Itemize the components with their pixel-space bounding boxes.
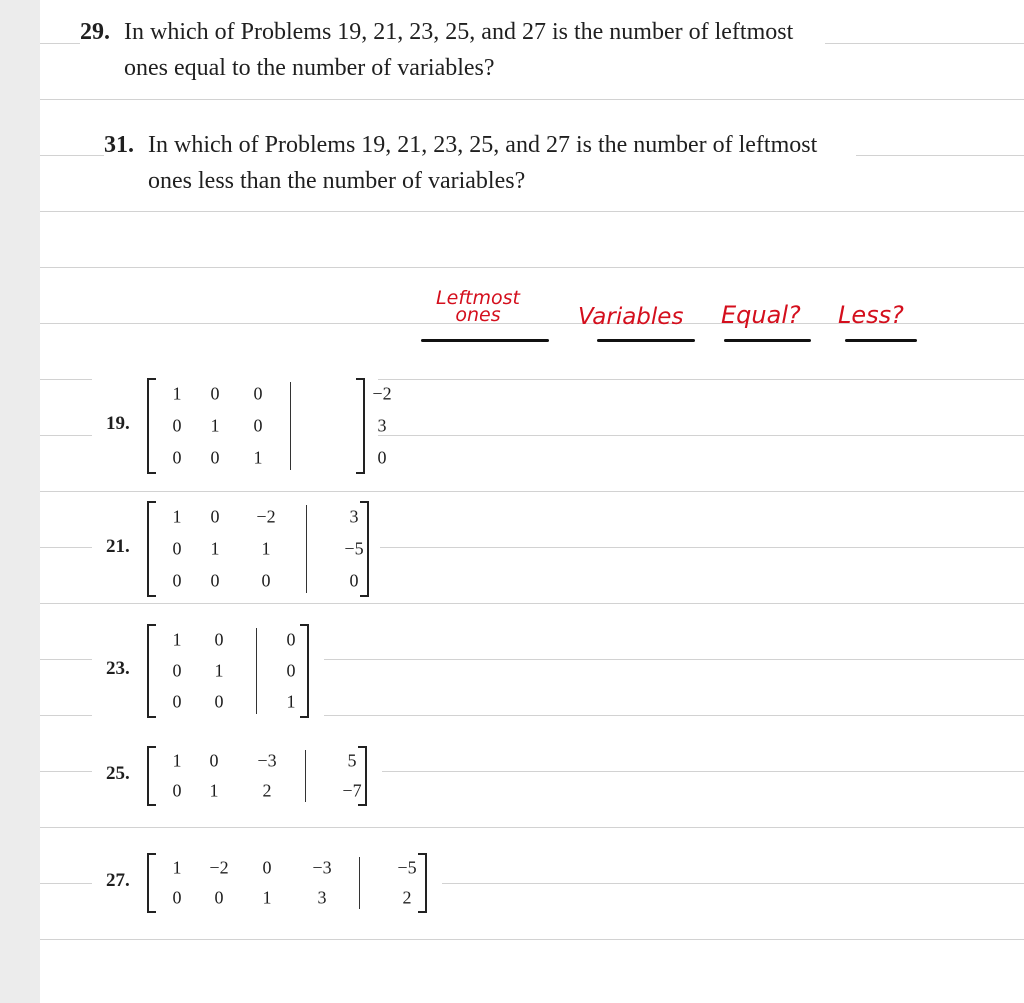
matrix-cell: 0 [209,750,219,771]
matrix-problem-21 [92,495,380,603]
matrix-cell: 0 [172,691,182,712]
matrix-cell: 1 [172,383,182,404]
matrix-cell: 1 [261,538,271,559]
matrix-cell: −3 [257,750,277,771]
matrix-cell: 0 [210,383,220,404]
matrix-problem-number: 27. [106,870,130,891]
right-bracket [356,378,365,474]
header-leftmost-ones [412,287,544,326]
problem-number: 31. [104,132,134,158]
matrix-cell: 1 [210,538,220,559]
matrix-problem-number: 23. [106,658,130,679]
underline-less [845,339,917,342]
augmented-matrix [147,853,427,913]
matrix-cell: 0 [172,570,182,591]
problem-31 [104,127,856,199]
augmented-cell: 0 [286,629,296,650]
augmented-cell: −5 [344,538,364,559]
augmented-cell: 2 [402,887,412,908]
augment-divider [290,382,291,470]
matrix-cell: 1 [253,447,263,468]
underline-variables [597,339,695,342]
left-bracket [147,853,156,913]
matrix-problem-23 [92,618,324,724]
matrix-cell: 0 [253,415,263,436]
matrix-problem-25 [92,740,382,812]
matrix-cell: 1 [172,750,182,771]
matrix-cell: 0 [210,447,220,468]
augmented-cell: 5 [347,750,357,771]
matrix-cell: 1 [214,660,224,681]
underline-equal [724,339,811,342]
matrix-cell: 3 [317,887,327,908]
augmented-cell: 3 [377,415,387,436]
matrix-cell: −2 [209,857,229,878]
augmented-matrix [147,378,392,474]
matrix-cell: 1 [209,780,219,801]
matrix-cell: 0 [253,383,263,404]
augmented-cell: 0 [286,660,296,681]
matrix-cell: 0 [262,857,272,878]
matrix-cell: 0 [210,506,220,527]
matrix-cell: 0 [172,538,182,559]
matrix-problem-19 [92,372,392,480]
augmented-cell: −5 [397,857,417,878]
matrix-cell: 1 [262,887,272,908]
left-bracket [147,746,156,806]
matrix-cell: 0 [214,691,224,712]
matrix-cell: 1 [172,506,182,527]
problem-number: 29. [80,19,110,45]
header-leftmost-line1: Leftmost [436,287,520,309]
augmented-cell: 0 [349,570,359,591]
augmented-cell: 3 [349,506,359,527]
augmented-matrix [147,624,309,718]
matrix-problem-number: 19. [106,413,130,434]
left-bracket [147,501,156,597]
augmented-cell: 0 [377,447,387,468]
matrix-cell: 0 [172,415,182,436]
right-bracket [418,853,427,913]
matrix-cell: 0 [214,629,224,650]
matrix-cell: 0 [261,570,271,591]
problem-29 [80,14,825,86]
matrix-cell: 0 [172,780,182,801]
augmented-cell: −7 [342,780,362,801]
augmented-cell: −2 [372,383,392,404]
header-variables: Variables [578,304,684,330]
matrix-cell: 0 [172,447,182,468]
augment-divider [256,628,257,714]
problem-text: In which of Problems 19, 21, 23, 25, and 27 is the number of leftmost ones equal to the number of variables? [124,19,794,81]
right-bracket [300,624,309,718]
header-less: Less? [838,301,904,329]
matrix-cell: 1 [210,415,220,436]
augment-divider [359,857,360,909]
matrix-cell: 0 [172,887,182,908]
left-bracket [147,378,156,474]
matrix-cell: 1 [172,629,182,650]
header-leftmost-line2: ones [455,304,501,326]
augment-divider [306,505,307,593]
matrix-problem-27 [92,847,442,919]
augmented-matrix [147,746,367,806]
matrix-cell: 0 [214,887,224,908]
left-bracket [147,624,156,718]
augment-divider [305,750,306,802]
matrix-cell: 1 [172,857,182,878]
augmented-matrix [147,501,369,597]
problem-text: In which of Problems 19, 21, 23, 25, and 27 is the number of leftmost ones less than the number of variables? [148,132,818,194]
matrix-cell: 0 [172,660,182,681]
header-equal: Equal? [721,301,801,329]
underline-leftmost [421,339,549,342]
matrix-problem-number: 21. [106,536,130,557]
matrix-problem-number: 25. [106,763,130,784]
augmented-cell: 1 [286,691,296,712]
matrix-cell: 2 [262,780,272,801]
matrix-cell: −2 [256,506,276,527]
matrix-cell: 0 [210,570,220,591]
matrix-cell: −3 [312,857,332,878]
